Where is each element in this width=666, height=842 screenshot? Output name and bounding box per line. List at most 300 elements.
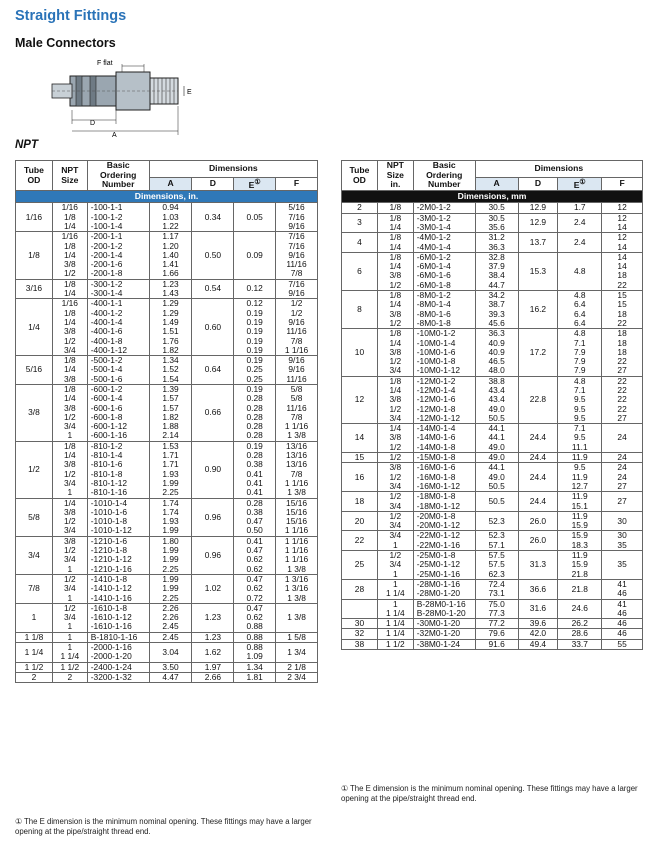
table-row [342, 203, 643, 213]
dim-f-cell: 5/16 7/16 9/16 [276, 203, 318, 232]
ordering-number-cell: -4M0-1-2 -4M0-1-4 [413, 233, 475, 253]
npt-size-cell: 1/16 1/8 1/4 [52, 203, 87, 232]
inch-dimensions-table [15, 160, 318, 683]
footnote-marker: ① [15, 817, 22, 826]
ordering-number-cell: -15M0-1-8 [413, 453, 475, 463]
dim-f-cell: 35 [602, 551, 643, 580]
tube-od-cell: 15 [342, 453, 378, 463]
dim-a-cell: 3.50 [149, 662, 192, 672]
ordering-number-cell: -20M0-1-8 -20M0-1-12 [413, 511, 475, 531]
dim-d-cell: 2.66 [192, 672, 234, 682]
dim-f-cell: 12 [602, 203, 643, 213]
tube-od-cell: 18 [342, 492, 378, 512]
dim-a-cell: 2.45 [149, 632, 192, 642]
dim-f-cell: 1 3/8 [276, 603, 318, 632]
npt-size-cell: 1/2 3/4 [377, 511, 413, 531]
ordering-number-cell: -1210-1-6 -1210-1-8 -1210-1-12 -1210-1-16 [87, 536, 149, 574]
table-row [16, 232, 318, 279]
dim-f-cell: 7/16 7/16 9/16 11/16 7/8 [276, 232, 318, 279]
tube-od-cell: 22 [342, 531, 378, 551]
dim-a-cell: 3.04 [149, 643, 192, 663]
ordering-number-cell: -8M0-1-2 -8M0-1-4 -8M0-1-6 -8M0-1-8 [413, 291, 475, 329]
ordering-number-cell: -3200-1-32 [87, 672, 149, 682]
ordering-number-cell: -500-1-2 -500-1-4 -500-1-6 [87, 356, 149, 385]
table-row [342, 579, 643, 599]
ordering-number-cell: -25M0-1-8 -25M0-1-12 -25M0-1-16 [413, 551, 475, 580]
tube-od-cell: 1/2 [16, 441, 53, 498]
dim-e-cell: 4.8 7.1 7.9 7.9 7.9 [558, 329, 602, 376]
npt-size-cell: 1/8 [377, 203, 413, 213]
tube-od-cell: 28 [342, 579, 378, 599]
dim-a-cell: 31.2 36.3 [475, 233, 518, 253]
table-row [342, 329, 643, 376]
a-label: A [112, 132, 117, 139]
table-row [342, 551, 643, 580]
ordering-number-cell: -2000-1-16 -2000-1-20 [87, 643, 149, 663]
dim-e-cell: 11.9 15.9 [558, 511, 602, 531]
table-row [342, 599, 643, 619]
dim-f-cell: 46 [602, 629, 643, 639]
npt-size-cell: 1 1/2 [377, 639, 413, 649]
ordering-number-cell: B-1810-1-16 [87, 632, 149, 642]
tube-od-cell: 1 1/4 [16, 643, 53, 663]
tube-od-cell: 2 [16, 672, 53, 682]
d-label: D [90, 120, 96, 127]
dim-e-cell: 0.19 0.25 0.25 [234, 356, 276, 385]
col-e [234, 178, 276, 191]
tube-od-cell: 16 [342, 463, 378, 492]
dim-d-cell: 17.2 [518, 329, 558, 376]
dim-a-cell: 1.80 1.99 1.99 2.25 [149, 536, 192, 574]
col-npt-size: NPT Size in. [377, 161, 413, 191]
table-row [342, 213, 643, 233]
dim-a-cell: 91.6 [475, 639, 518, 649]
npt-size-cell: 1/16 1/8 1/4 3/8 1/2 3/4 [52, 299, 87, 356]
ordering-number-cell: -1610-1-8 -1610-1-12 -1610-1-16 [87, 603, 149, 632]
ordering-number-cell: -16M0-1-6 -16M0-1-8 -16M0-1-12 [413, 463, 475, 492]
dim-e-cell: 15.9 18.3 [558, 531, 602, 551]
section-subtitle: Male Connectors [15, 36, 116, 50]
dim-a-cell: 79.6 [475, 629, 518, 639]
ordering-number-cell: -810-1-2 -810-1-4 -810-1-6 -810-1-8 -810-1-12 -810-1-16 [87, 441, 149, 498]
col-e-label: E [248, 179, 255, 190]
dim-f-cell: 1 3/16 1 3/16 1 3/8 [276, 574, 318, 603]
units-band: Dimensions, in. [16, 191, 318, 203]
dim-d-cell: 1.97 [192, 662, 234, 672]
npt-size-cell: 1/8 1/4 3/8 1/2 3/4 1 [52, 385, 87, 442]
col-tube-od: Tube OD [342, 161, 378, 191]
dim-d-cell: 31.3 [518, 551, 558, 580]
npt-size-cell: 1/2 3/4 1 [52, 574, 87, 603]
dim-f-cell: 27 [602, 492, 643, 512]
dim-d-cell: 24.4 [518, 463, 558, 492]
dim-f-cell: 2 1/8 [276, 662, 318, 672]
ordering-number-cell: -18M0-1-8 -18M0-1-12 [413, 492, 475, 512]
table-row [342, 233, 643, 253]
tube-od-cell: 12 [342, 376, 378, 423]
ordering-number-cell: -3M0-1-2 -3M0-1-4 [413, 213, 475, 233]
table-row [16, 662, 318, 672]
dim-d-cell: 1.62 [192, 643, 234, 663]
npt-size-cell: 2 [52, 672, 87, 682]
dim-f-cell: 22 22 22 22 27 [602, 376, 643, 423]
table-row [342, 629, 643, 639]
npt-size-cell: 1 1 1/4 [377, 599, 413, 619]
npt-size-cell: 1/8 1/4 3/8 [52, 356, 87, 385]
npt-size-cell: 1 1/4 [377, 629, 413, 639]
dim-e-cell: 1.34 [234, 662, 276, 672]
footnote-mm [341, 784, 646, 803]
dim-a-cell: 50.5 [475, 492, 518, 512]
col-dimensions: Dimensions [475, 161, 642, 178]
dim-d-cell: 0.54 [192, 279, 234, 299]
dim-a-cell: 1.39 1.57 1.57 1.82 1.88 2.14 [149, 385, 192, 442]
dim-d-cell: 24.4 [518, 492, 558, 512]
dim-f-cell: 1 1/16 1 1/16 1 1/16 1 3/8 [276, 536, 318, 574]
dim-f-cell: 12 14 [602, 233, 643, 253]
table-row [342, 531, 643, 551]
units-band-row [342, 191, 643, 203]
dim-a-cell: 44.1 49.0 50.5 [475, 463, 518, 492]
col-tube-od: Tube OD [16, 161, 53, 191]
dim-a-cell: 75.0 77.3 [475, 599, 518, 619]
tube-od-cell: 3/8 [16, 385, 53, 442]
dim-e-cell: 24.6 [558, 599, 602, 619]
tube-od-cell: 7/8 [16, 574, 53, 603]
col-ordering-number: Basic Ordering Number [413, 161, 475, 191]
dim-a-cell: 4.47 [149, 672, 192, 682]
dim-f-cell: 55 [602, 639, 643, 649]
col-d: D [192, 178, 234, 191]
dim-f-cell: 15/16 15/16 15/16 1 1/16 [276, 498, 318, 536]
tube-od-cell: 5/16 [16, 356, 53, 385]
dim-e-cell: 0.12 0.19 0.19 0.19 0.19 0.19 [234, 299, 276, 356]
dim-d-cell: 0.96 [192, 536, 234, 574]
col-e-note: ① [254, 178, 261, 186]
dim-a-cell: 1.34 1.52 1.54 [149, 356, 192, 385]
tube-od-cell: 10 [342, 329, 378, 376]
table-row [342, 492, 643, 512]
dim-d-cell: 42.0 [518, 629, 558, 639]
dim-e-cell: 0.41 0.47 0.62 0.62 [234, 536, 276, 574]
table-row [16, 643, 318, 663]
ordering-number-cell: -2400-1-24 [87, 662, 149, 672]
dim-a-cell: 32.8 37.9 38.4 44.7 [475, 252, 518, 290]
col-e-note: ① [579, 178, 586, 186]
ordering-number-cell: -6M0-1-2 -6M0-1-4 -6M0-1-6 -6M0-1-8 [413, 252, 475, 290]
table-row [342, 252, 643, 290]
dim-e-cell: 4.8 6.4 6.4 6.4 [558, 291, 602, 329]
ordering-number-cell: -600-1-2 -600-1-4 -600-1-6 -600-1-8 -600-1-12 -600-1-16 [87, 385, 149, 442]
table-row [16, 385, 318, 442]
ordering-number-cell: -14M0-1-4 -14M0-1-6 -14M0-1-8 [413, 424, 475, 453]
dim-e-cell: 0.47 0.62 0.72 [234, 574, 276, 603]
dim-d-cell: 1.23 [192, 632, 234, 642]
dim-d-cell: 0.60 [192, 299, 234, 356]
table-row [16, 574, 318, 603]
dim-d-cell: 13.7 [518, 233, 558, 253]
tube-od-cell: 25 [342, 551, 378, 580]
table-row [16, 356, 318, 385]
ordering-number-cell: -400-1-1 -400-1-2 -400-1-4 -400-1-6 -400-1-8 -400-1-12 [87, 299, 149, 356]
dim-d-cell: 15.3 [518, 252, 558, 290]
f-flat-label: F flat [97, 60, 113, 67]
dim-e-cell: 0.88 1.09 [234, 643, 276, 663]
npt-size-cell: 1/8 1/4 3/8 1/2 [377, 252, 413, 290]
dim-f-cell: 9/16 9/16 11/16 [276, 356, 318, 385]
dim-a-cell: 1.23 1.43 [149, 279, 192, 299]
npt-size-cell: 1/8 1/4 3/8 1/2 3/4 [377, 329, 413, 376]
npt-size-cell: 1/2 [377, 453, 413, 463]
npt-size-cell: 1/8 1/4 3/8 1/2 3/4 [377, 376, 413, 423]
table-row [16, 203, 318, 232]
page-title: Straight Fittings [15, 8, 127, 24]
dim-e-cell: 0.12 [234, 279, 276, 299]
ordering-number-cell: -38M0-1-24 [413, 639, 475, 649]
dim-a-cell: 1.29 1.29 1.49 1.51 1.76 1.82 [149, 299, 192, 356]
dim-e-cell: 0.47 0.62 0.88 [234, 603, 276, 632]
dim-d-cell: 22.8 [518, 376, 558, 423]
tube-od-cell: 14 [342, 424, 378, 453]
units-band: Dimensions, mm [342, 191, 643, 203]
tube-od-cell: 1/16 [16, 203, 53, 232]
dim-f-cell: 5/8 5/8 11/16 7/8 1 1/16 1 3/8 [276, 385, 318, 442]
dim-e-cell: 0.19 0.28 0.28 0.28 0.28 0.28 [234, 385, 276, 442]
dim-f-cell: 18 18 18 22 27 [602, 329, 643, 376]
npt-size-cell: 1 1 1/4 [52, 643, 87, 663]
mm-dimensions-table [341, 160, 643, 650]
ordering-number-cell: -1410-1-8 -1410-1-12 -1410-1-16 [87, 574, 149, 603]
dim-f-cell: 2 3/4 [276, 672, 318, 682]
ordering-number-cell: -100-1-1 -100-1-2 -100-1-4 [87, 203, 149, 232]
tube-od-cell: 4 [342, 233, 378, 253]
npt-size-cell: 3/8 1/2 3/4 [377, 463, 413, 492]
npt-size-cell: 1/2 3/4 [377, 492, 413, 512]
dim-a-cell: 49.0 [475, 453, 518, 463]
dim-e-cell: 2.4 [558, 213, 602, 233]
dim-f-cell: 41 46 [602, 599, 643, 619]
dim-e-cell: 7.1 9.5 11.1 [558, 424, 602, 453]
dim-e-cell: 1.81 [234, 672, 276, 682]
dim-d-cell: 0.50 [192, 232, 234, 279]
dim-d-cell: 1.02 [192, 574, 234, 603]
table-row [342, 291, 643, 329]
npt-size-cell: 1/8 1/4 3/8 1/2 [377, 291, 413, 329]
dim-f-cell: 12 14 [602, 213, 643, 233]
col-e [558, 178, 602, 191]
dim-a-cell: 0.94 1.03 1.22 [149, 203, 192, 232]
dim-e-cell: 28.6 [558, 629, 602, 639]
col-a: A [149, 178, 192, 191]
npt-size-cell: 1/8 1/4 [52, 279, 87, 299]
fitting-diagram [50, 58, 200, 140]
dim-e-cell: 9.5 11.9 12.7 [558, 463, 602, 492]
npt-size-cell: 1 [52, 632, 87, 642]
table-row [16, 498, 318, 536]
dim-d-cell: 0.90 [192, 441, 234, 498]
tube-od-cell: 30 [342, 619, 378, 629]
npt-size-cell: 1/2 3/4 1 [52, 603, 87, 632]
table-row [342, 453, 643, 463]
npt-size-cell: 1/8 1/4 3/8 1/2 3/4 1 [52, 441, 87, 498]
dim-f-cell: 13/16 13/16 13/16 7/8 1 1/16 1 3/8 [276, 441, 318, 498]
col-f: F [602, 178, 643, 191]
col-d: D [518, 178, 558, 191]
dim-e-cell: 4.8 7.1 9.5 9.5 9.5 [558, 376, 602, 423]
tube-od-cell: 38 [342, 639, 378, 649]
dim-a-cell: 52.3 57.1 [475, 531, 518, 551]
col-npt-size: NPT Size [52, 161, 87, 191]
tube-od-cell: 1/8 [16, 232, 53, 279]
dim-d-cell: 0.34 [192, 203, 234, 232]
dim-a-cell: 30.5 [475, 203, 518, 213]
dim-e-cell: 0.19 0.28 0.38 0.41 0.41 0.41 [234, 441, 276, 498]
npt-size-cell: 1/8 1/4 [377, 233, 413, 253]
dim-a-cell: 72.4 73.1 [475, 579, 518, 599]
dim-d-cell: 0.96 [192, 498, 234, 536]
dim-f-cell: 1/2 1/2 9/16 11/16 7/8 1 1/16 [276, 299, 318, 356]
col-e-label: E [573, 179, 580, 190]
col-f: F [276, 178, 318, 191]
tube-od-cell: 32 [342, 629, 378, 639]
ordering-number-cell: B-28M0-1-16 B-28M0-1-20 [413, 599, 475, 619]
dim-e-cell: 11.9 15.9 21.8 [558, 551, 602, 580]
dim-f-cell: 46 [602, 619, 643, 629]
dim-d-cell: 24.4 [518, 424, 558, 453]
dim-f-cell: 14 14 18 22 [602, 252, 643, 290]
dim-a-cell: 1.74 1.74 1.93 1.99 [149, 498, 192, 536]
e-label: E [187, 89, 192, 96]
dim-d-cell: 12.9 [518, 213, 558, 233]
tube-od-cell: 3/4 [16, 536, 53, 574]
dim-e-cell: 0.88 [234, 632, 276, 642]
dim-a-cell: 34.2 38.7 39.3 45.6 [475, 291, 518, 329]
col-dimensions: Dimensions [149, 161, 317, 178]
dim-f-cell: 30 35 [602, 531, 643, 551]
dim-a-cell: 30.5 35.6 [475, 213, 518, 233]
dim-f-cell: 41 46 [602, 579, 643, 599]
npt-size-cell: 1/4 3/8 1/2 3/4 [52, 498, 87, 536]
table-row [342, 376, 643, 423]
tube-od-cell: 20 [342, 511, 378, 531]
dim-d-cell: 31.6 [518, 599, 558, 619]
tube-od-cell: 8 [342, 291, 378, 329]
dim-a-cell: 1.99 1.99 2.25 [149, 574, 192, 603]
ordering-number-cell: -28M0-1-16 -28M0-1-20 [413, 579, 475, 599]
dim-a-cell: 1.53 1.71 1.71 1.93 1.99 2.25 [149, 441, 192, 498]
dim-d-cell: 0.64 [192, 356, 234, 385]
npt-size-cell: 1 1/4 [377, 619, 413, 629]
units-band-row [16, 191, 318, 203]
tube-od-cell: 3 [342, 213, 378, 233]
table-row [342, 619, 643, 629]
ordering-number-cell: -22M0-1-12 -22M0-1-16 [413, 531, 475, 551]
table-row [16, 632, 318, 642]
dim-e-cell: 21.8 [558, 579, 602, 599]
dim-f-cell: 30 [602, 511, 643, 531]
dim-a-cell: 1.17 1.20 1.40 1.41 1.66 [149, 232, 192, 279]
col-a: A [475, 178, 518, 191]
tube-od-cell: 3/16 [16, 279, 53, 299]
tube-od-cell: 1 1/8 [16, 632, 53, 642]
dim-d-cell: 39.6 [518, 619, 558, 629]
dim-a-cell: 36.3 40.9 40.9 46.5 48.0 [475, 329, 518, 376]
tube-od-cell: 1 [16, 603, 53, 632]
table-row [16, 536, 318, 574]
table-row [16, 603, 318, 632]
tube-od-cell: 1/4 [16, 299, 53, 356]
dim-a-cell: 2.26 2.26 2.45 [149, 603, 192, 632]
dim-d-cell: 12.9 [518, 203, 558, 213]
footnote-text: The E dimension is the minimum nominal opening. These fittings may have a larger opening at the pipe/straight thread end. [341, 784, 638, 803]
table-row [16, 441, 318, 498]
dim-e-cell: 2.4 [558, 233, 602, 253]
npt-size-cell: 1 1/2 [52, 662, 87, 672]
dim-e-cell: 11.9 15.1 [558, 492, 602, 512]
table-row [342, 463, 643, 492]
table-row [342, 424, 643, 453]
dim-f-cell: 24 [602, 424, 643, 453]
dim-d-cell: 36.6 [518, 579, 558, 599]
table-row [16, 279, 318, 299]
tube-od-cell [342, 599, 378, 619]
dim-f-cell: 24 [602, 453, 643, 463]
npt-size-cell: 1/16 1/8 1/4 3/8 1/2 [52, 232, 87, 279]
tube-od-cell: 1 1/2 [16, 662, 53, 672]
footnote-marker: ① [341, 784, 348, 793]
dim-d-cell: 49.4 [518, 639, 558, 649]
npt-size-cell: 1 1 1/4 [377, 579, 413, 599]
dim-a-cell: 52.3 [475, 511, 518, 531]
dim-e-cell: 0.09 [234, 232, 276, 279]
ordering-number-cell: -300-1-2 -300-1-4 [87, 279, 149, 299]
dim-f-cell: 15 15 18 22 [602, 291, 643, 329]
dim-a-cell: 44.1 44.1 49.0 [475, 424, 518, 453]
footnote-text: The E dimension is the minimum nominal opening. These fittings may have a larger opening at the pipe/straight thread end. [15, 817, 312, 836]
ordering-number-cell: -2M0-1-2 [413, 203, 475, 213]
dim-e-cell: 11.9 [558, 453, 602, 463]
npt-size-cell: 1/8 1/4 [377, 213, 413, 233]
ordering-number-cell: -200-1-1 -200-1-2 -200-1-4 -200-1-6 -200-1-8 [87, 232, 149, 279]
dim-e-cell: 0.28 0.38 0.47 0.50 [234, 498, 276, 536]
table-row [16, 672, 318, 682]
dim-e-cell: 1.7 [558, 203, 602, 213]
npt-size-cell: 3/8 1/2 3/4 1 [52, 536, 87, 574]
npt-heading: NPT [15, 139, 38, 151]
dim-a-cell: 57.5 57.5 62.3 [475, 551, 518, 580]
ordering-number-cell: -30M0-1-20 [413, 619, 475, 629]
dim-a-cell: 77.2 [475, 619, 518, 629]
dim-f-cell: 24 24 27 [602, 463, 643, 492]
dim-f-cell: 7/16 9/16 [276, 279, 318, 299]
table-row [342, 511, 643, 531]
dim-a-cell: 38.8 43.4 43.4 49.0 50.5 [475, 376, 518, 423]
dim-e-cell: 26.2 [558, 619, 602, 629]
dim-f-cell: 1 5/8 [276, 632, 318, 642]
dim-d-cell: 26.0 [518, 531, 558, 551]
dim-d-cell: 24.4 [518, 453, 558, 463]
footnote-inch [15, 817, 325, 836]
dim-f-cell: 1 3/4 [276, 643, 318, 663]
ordering-number-cell: -32M0-1-20 [413, 629, 475, 639]
dim-e-cell: 33.7 [558, 639, 602, 649]
dim-e-cell: 4.8 [558, 252, 602, 290]
tube-od-cell: 5/8 [16, 498, 53, 536]
ordering-number-cell: -1010-1-4 -1010-1-6 -1010-1-8 -1010-1-12 [87, 498, 149, 536]
col-ordering-number: Basic Ordering Number [87, 161, 149, 191]
dim-d-cell: 16.2 [518, 291, 558, 329]
tube-od-cell: 2 [342, 203, 378, 213]
